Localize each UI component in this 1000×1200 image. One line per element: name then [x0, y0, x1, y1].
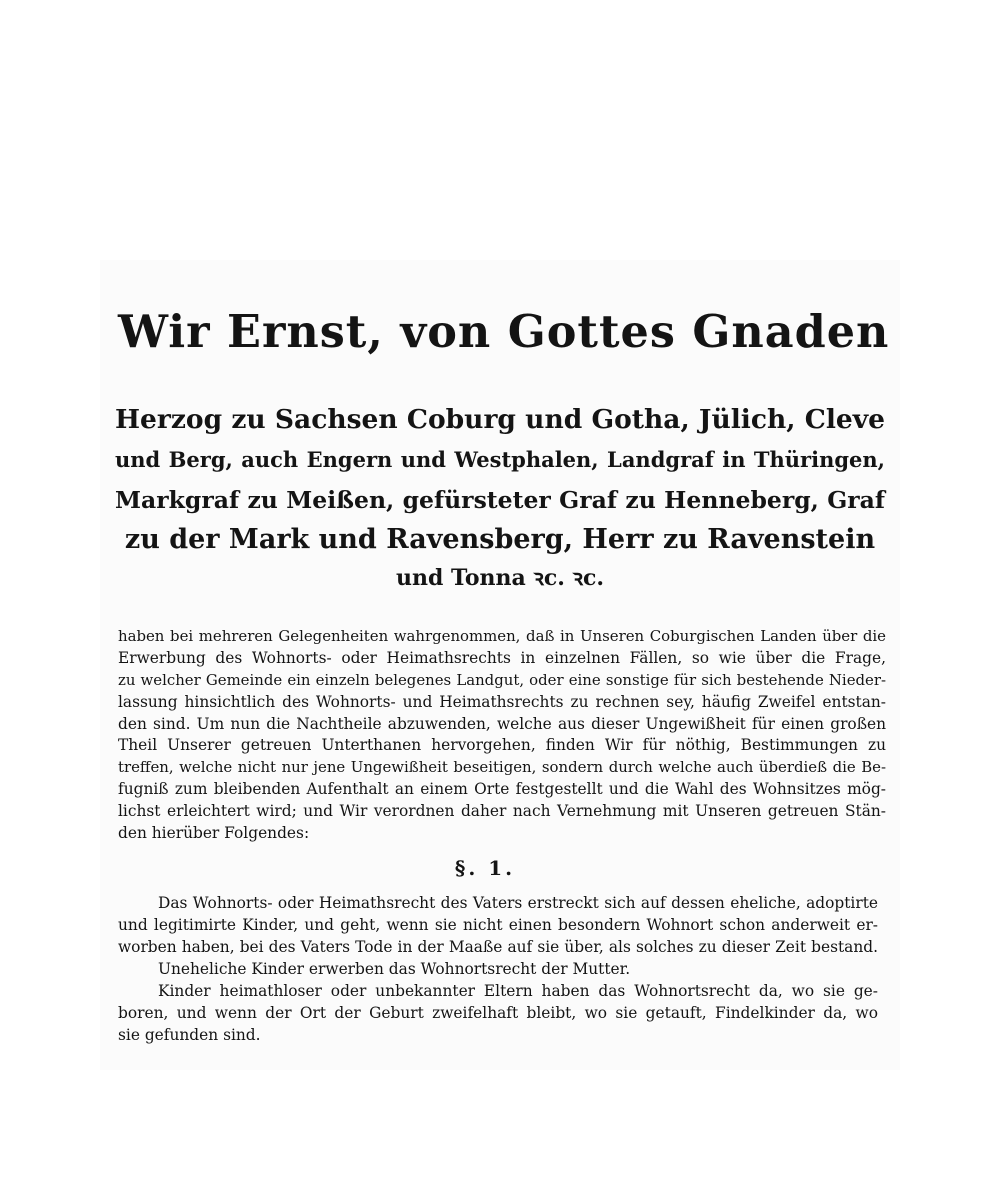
preamble-line: lassung hinsichtlich des Wohnorts- und Heimathsrechts zu rechnen sey, häufig Zweifel entstan- — [118, 692, 886, 711]
preamble-line: Theil Unserer getreuen Unterthanen hervorgehen, finden Wir für nöthig, Bestimmungen zu — [118, 736, 886, 755]
decree-title: Wir Ernst, von Gottes Gnaden — [118, 306, 890, 358]
section-paragraph-1 — [118, 893, 878, 959]
paragraph-line: Kinder heimathloser oder unbekannter Eltern haben das Wohnortsrecht da, wo sie ge- — [158, 982, 878, 1000]
section-heading: §. 1. — [454, 856, 516, 880]
preamble-line: haben bei mehreren Gelegenheiten wahrgenommen, daß in Unseren Coburgischen Landen über die — [118, 627, 886, 645]
preamble-line: zu welcher Gemeinde ein einzeln belegenes Landgut, oder eine sonstige für sich bestehende Nieder- — [118, 670, 886, 689]
title-line-5: und Tonna ꝛc. ꝛc. — [395, 565, 605, 591]
title-line-1: Herzog zu Sachsen Coburg und Gotha, Jülich, Cleve — [115, 404, 885, 435]
paragraph-line: worben haben, bei des Vaters Tode in der Maaße auf sie über, als solches zu dieser Zeit bestand. — [118, 937, 878, 956]
preamble-line: fugniß zum bleibenden Aufenthalt an einem Orte festgestellt und die Wahl des Wohnsitzes mög- — [118, 780, 886, 799]
preamble-line: den hierüber Folgendes: — [118, 824, 310, 843]
section-paragraph-2 — [118, 959, 878, 981]
title-line-2: und Berg, auch Engern und Westphalen, Landgraf in Thüringen, — [115, 447, 885, 472]
section-paragraph-3 — [118, 981, 878, 1047]
paragraph-line: und legitimirte Kinder, und geht, wenn sie nicht einen besondern Wohnort schon anderweit er- — [118, 915, 878, 934]
paragraph-line: Das Wohnorts- oder Heimathsrecht des Vaters erstreckt sich auf dessen eheliche, adoptirte — [158, 894, 878, 912]
title-line-4: zu der Mark und Ravensberg, Herr zu Ravenstein — [124, 524, 876, 555]
paragraph-line: Uneheliche Kinder erwerben das Wohnortsrecht der Mutter. — [158, 960, 631, 978]
preamble-line: treffen, welche nicht nur jene Ungewißheit beseitigen, sondern durch welche auch überdieß die Be- — [118, 758, 886, 777]
preamble-paragraph — [118, 626, 886, 845]
preamble-line: Erwerbung des Wohnorts- oder Heimathsrechts in einzelnen Fällen, so wie über die Frage, — [118, 648, 886, 667]
paragraph-line: sie gefunden sind. — [118, 1025, 261, 1044]
preamble-line: lichst erleichtert wird; und Wir verordnen daher nach Vernehmung mit Unseren getreuen Stän- — [118, 802, 886, 821]
paragraph-line: boren, und wenn der Ort der Geburt zweifelhaft bleibt, wo sie getauft, Findelkinder da, wo — [118, 1003, 878, 1022]
ducal-titles — [115, 400, 885, 596]
preamble-line: den sind. Um nun die Nachtheile abzuwenden, welche aus dieser Ungewißheit für einen großen — [118, 714, 886, 733]
title-line-3: Markgraf zu Meißen, gefürsteter Graf zu Henneberg, Graf — [115, 486, 885, 514]
